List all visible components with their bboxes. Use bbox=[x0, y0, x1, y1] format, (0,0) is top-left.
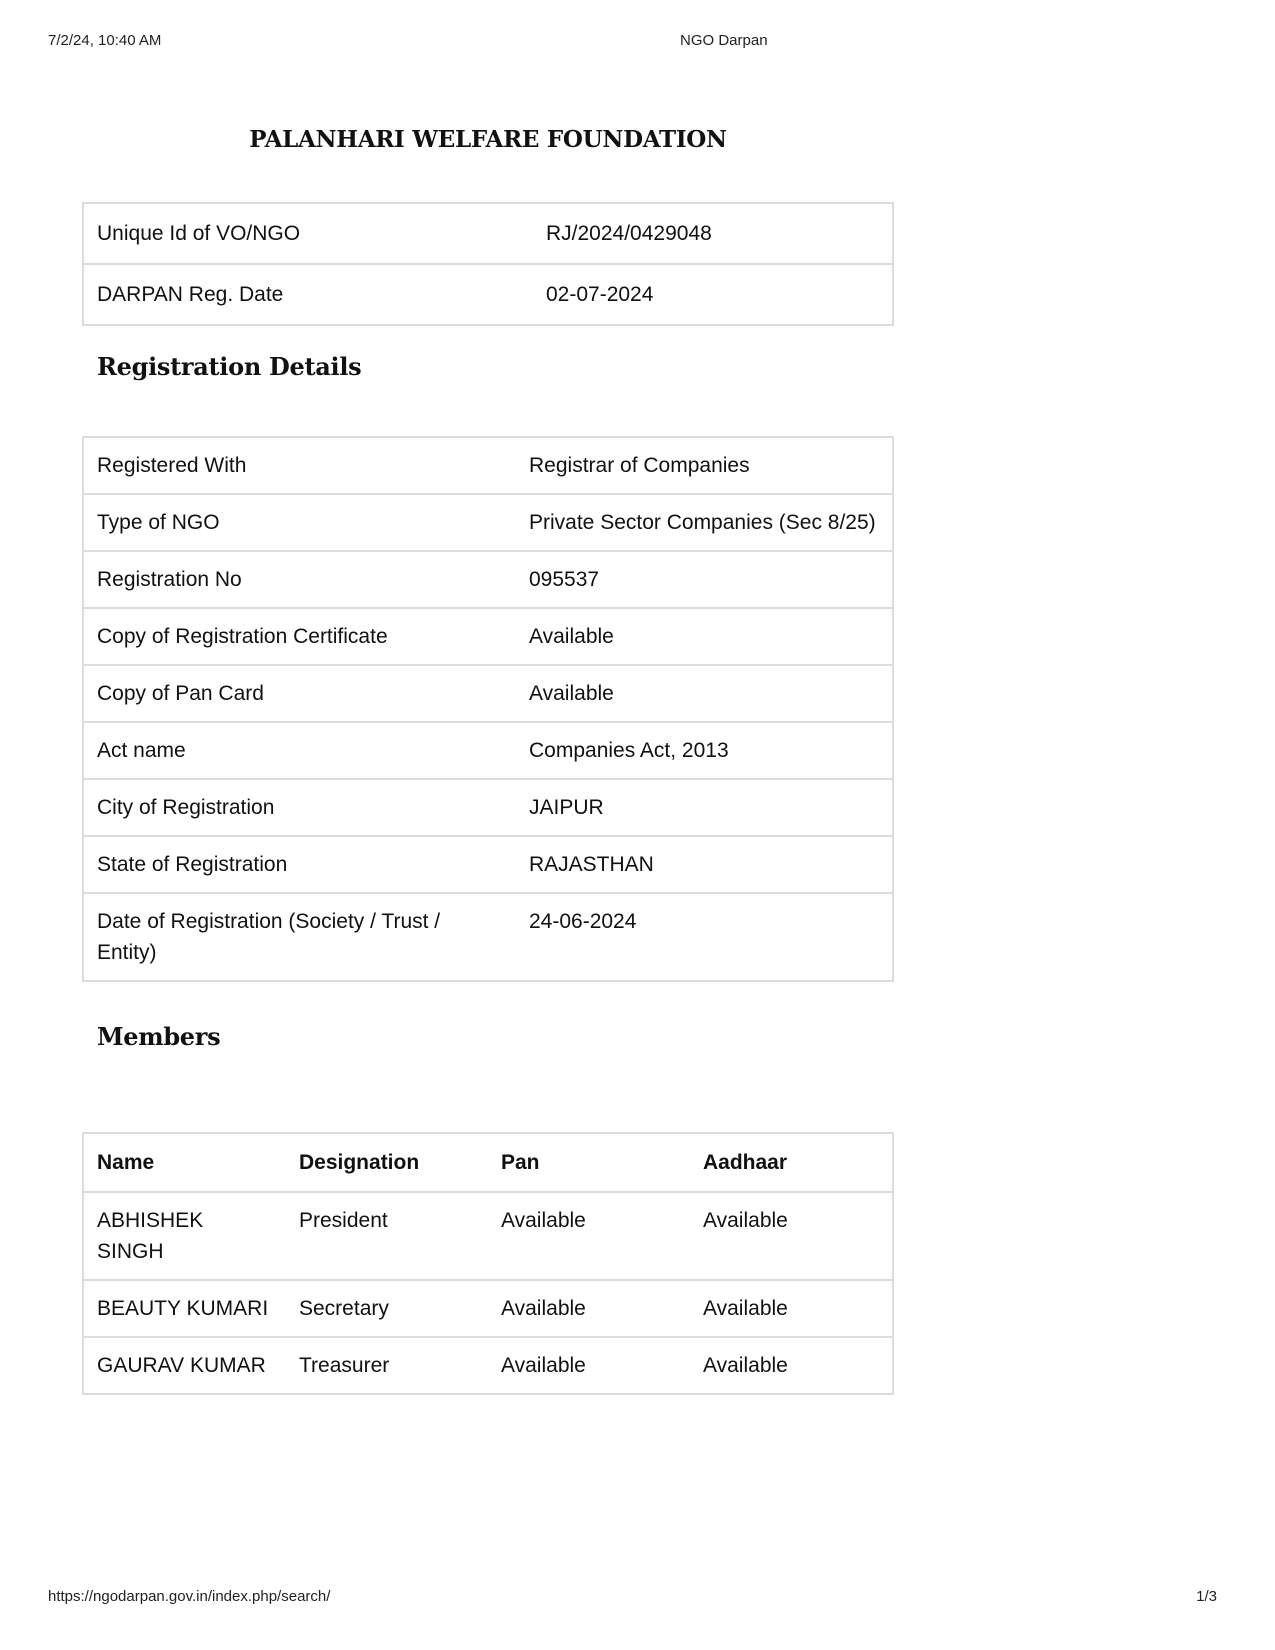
registration-value: Companies Act, 2013 bbox=[516, 722, 893, 779]
print-header bbox=[48, 32, 1217, 52]
print-url: https://ngodarpan.gov.in/index.php/search/ bbox=[48, 1588, 331, 1605]
member-designation: President bbox=[286, 1192, 488, 1280]
table-row bbox=[83, 1280, 893, 1337]
member-name: BEAUTY KUMARI bbox=[83, 1280, 286, 1337]
table-row bbox=[83, 836, 893, 893]
members-table bbox=[82, 1132, 894, 1395]
print-footer bbox=[48, 1588, 1217, 1608]
table-row bbox=[83, 779, 893, 836]
registration-label: Act name bbox=[83, 722, 516, 779]
column-header-name: Name bbox=[83, 1133, 286, 1192]
member-aadhaar: Available bbox=[690, 1280, 893, 1337]
summary-value: 02-07-2024 bbox=[530, 264, 893, 325]
column-header-pan: Pan bbox=[488, 1133, 690, 1192]
registration-label: Date of Registration (Society / Trust / Entity) bbox=[83, 893, 516, 981]
table-row bbox=[83, 608, 893, 665]
member-pan: Available bbox=[488, 1280, 690, 1337]
registration-value: Available bbox=[516, 608, 893, 665]
member-name: GAURAV KUMAR bbox=[83, 1337, 286, 1394]
registration-label: Registered With bbox=[83, 437, 516, 494]
registration-label: Copy of Registration Certificate bbox=[83, 608, 516, 665]
table-row bbox=[83, 264, 893, 325]
print-page-number: 1/3 bbox=[1196, 1588, 1217, 1605]
member-aadhaar: Available bbox=[690, 1192, 893, 1280]
print-datetime: 7/2/24, 10:40 AM bbox=[48, 32, 162, 49]
table-row bbox=[83, 665, 893, 722]
member-aadhaar: Available bbox=[690, 1337, 893, 1394]
registration-details-heading: Registration Details bbox=[97, 352, 362, 381]
registration-value: Private Sector Companies (Sec 8/25) bbox=[516, 494, 893, 551]
table-row bbox=[83, 1192, 893, 1280]
column-header-designation: Designation bbox=[286, 1133, 488, 1192]
table-header-row bbox=[83, 1133, 893, 1192]
registration-value: Registrar of Companies bbox=[516, 437, 893, 494]
registration-value: 24-06-2024 bbox=[516, 893, 893, 981]
table-row bbox=[83, 494, 893, 551]
table-row bbox=[83, 1337, 893, 1394]
registration-value: JAIPUR bbox=[516, 779, 893, 836]
table-row bbox=[83, 437, 893, 494]
column-header-aadhaar: Aadhaar bbox=[690, 1133, 893, 1192]
registration-label: State of Registration bbox=[83, 836, 516, 893]
table-row bbox=[83, 203, 893, 264]
registration-details-table bbox=[82, 436, 894, 982]
table-row bbox=[83, 722, 893, 779]
registration-label: Registration No bbox=[83, 551, 516, 608]
org-name-heading: PALANHARI WELFARE FOUNDATION bbox=[249, 126, 727, 153]
registration-value: RAJASTHAN bbox=[516, 836, 893, 893]
summary-table bbox=[82, 202, 894, 326]
summary-label: Unique Id of VO/NGO bbox=[83, 203, 530, 264]
registration-label: Type of NGO bbox=[83, 494, 516, 551]
member-pan: Available bbox=[488, 1337, 690, 1394]
member-pan: Available bbox=[488, 1192, 690, 1280]
member-name: ABHISHEK SINGH bbox=[83, 1192, 286, 1280]
registration-label: City of Registration bbox=[83, 779, 516, 836]
table-row bbox=[83, 893, 893, 981]
registration-label: Copy of Pan Card bbox=[83, 665, 516, 722]
summary-value: RJ/2024/0429048 bbox=[530, 203, 893, 264]
member-designation: Treasurer bbox=[286, 1337, 488, 1394]
member-designation: Secretary bbox=[286, 1280, 488, 1337]
registration-value: 095537 bbox=[516, 551, 893, 608]
summary-label: DARPAN Reg. Date bbox=[83, 264, 530, 325]
members-heading: Members bbox=[97, 1022, 221, 1051]
registration-value: Available bbox=[516, 665, 893, 722]
print-page-title: NGO Darpan bbox=[680, 32, 768, 49]
table-row bbox=[83, 551, 893, 608]
